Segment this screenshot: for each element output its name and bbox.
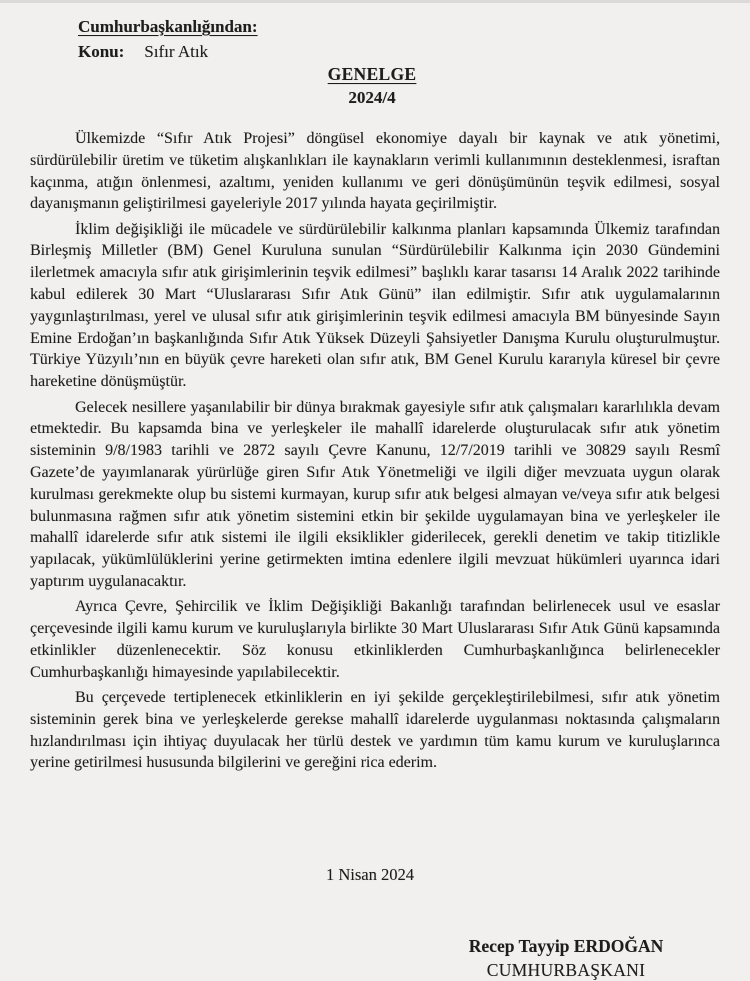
subject-value: Sıfır Atık <box>144 42 209 61</box>
body-paragraph: Gelecek nesillere yaşanılabilir bir dünya bırakmak gayesiyle sıfır atık çalışmaları kararlılıkla devam etmektedir. Bu kapsamda bina ve yerleşkeler ile mahallî idarelerde oluşturulacak sıfır atık yönetim sisteminin 9/8/1983 tarihli ve 2872 sayılı Çevre Kanunu, 12/7/2019 tarihli ve 30829 sayılı Resmî Gazete’de yayımlanarak yürürlüğe giren Sıfır Atık Yönetmeliği ve ilgili diğer mevzuata uygun olarak kurulması gerekmekte olup bu sistemi kurmayan, kurup sıfır atık belgesi almayan ve/veya sıfır atık belgesi bulunmasına rağmen sıfır atık yönetim sistemini etkin bir şekilde uygulamayan bina ve yerleşkeler ile mahallî idarelerde sıfır atık sistemi ile ilgili eksiklikler giderilecek, gerekli denetim ve takip titizlikle yapılacak, yükümlülüklerini yerine getirmekten imtina edenlere ilgili mevzuat hükümleri uyarınca idari yaptırım uygulanacaktır. <box>30 398 720 590</box>
body-paragraph: Bu çerçevede tertiplenecek etkinliklerin en iyi şekilde gerçekleştirilebilmesi, sıfır atık yönetim sisteminin gerek bina ve yerleşkelerde gerekse mahallî idarelerde uygulanması noktasında çalışmaların hızlandırılması için ihtiyaç duyulacak her türlü destek ve yardımın tüm kamu kurum ve kuruluşlarınca yerine getirilmesi hususunda bilgilerini ve gereğini rica ederim. <box>30 688 720 772</box>
document-header <box>78 16 258 63</box>
circular-title: GENELGE <box>327 64 417 84</box>
subject-label: Konu: <box>78 42 125 61</box>
signature-name: Recep Tayyip ERDOĞAN <box>468 936 664 956</box>
document-body <box>30 128 720 778</box>
circular-number: 2024/4 <box>348 88 396 107</box>
subject-line <box>78 41 258 63</box>
signature-title: CUMHURBAŞKANI <box>486 960 646 980</box>
body-paragraph: Ülkemizde “Sıfır Atık Projesi” döngüsel ekonomiye dayalı bir kaynak ve atık yönetimi, sürdürülebilir üretim ve tüketim alışkanlıkları ile kaynakların verimli kullanımının desteklenmesi, israftan kaçınma, atığın önlenmesi, azaltımı, yeniden kullanımı ve geri dönüşümünün teşvik edilmesi, sosyal dayanışmanın geliştirilmesi gayeleriyle 2017 yılında hayata geçirilmiştir. <box>30 130 720 213</box>
issuer-line: Cumhurbaşkanlığından: <box>78 17 258 36</box>
signature-block <box>469 935 663 981</box>
title-block <box>0 64 744 108</box>
body-paragraph: Ayrıca Çevre, Şehircilik ve İklim Değişikliği Bakanlığı tarafından belirlenecek usul ve esaslar çerçevesinde ilgili kamu kurum ve kuruluşlarıyla birlikte 30 Mart Uluslararası Sıfır Atık Günü kapsamında etkinlikler düzenlenecektir. Söz konusu etkinliklerden Cumhurbaşkanlığınca belirlenecekler Cumhurbaşkanlığı himayesinde yapılabilecektir. <box>30 598 720 681</box>
date-line: 1 Nisan 2024 <box>326 865 414 884</box>
body-paragraph: İklim değişikliği ile mücadele ve sürdürülebilir kalkınma planları kapsamında Ülkemiz tarafından Birleşmiş Milletler (BM) Genel Kuruluna sunulan “Sürdürülebilir Kalkınma için 2030 Gündemini ilerletmek amacıyla sıfır atık girişimlerinin teşvik edilmesi” başlıklı karar tasarısı 14 Aralık 2022 tarihinde kabul edilerek 30 Mart “Uluslararası Sıfır Atık Günü” ilan edilmiştir. Sıfır atık uygulamalarının yaygınlaştırılması, yerel ve ulusal sıfır atık girişimlerinin teşvik edilmesi amacıyla BM bünyesinde Sayın Emine Erdoğan’ın başkanlığında Sıfır Atık Yüksek Düzeyli Şahsiyetler Danışma Kurulu oluşturulmuştur. Türkiye Yüzyılı’nın en büyük çevre hareketi olan sıfır atık, BM Genel Kurulu kararıyla küresel bir çevre hareketine dönüşmüştür. <box>30 220 720 391</box>
